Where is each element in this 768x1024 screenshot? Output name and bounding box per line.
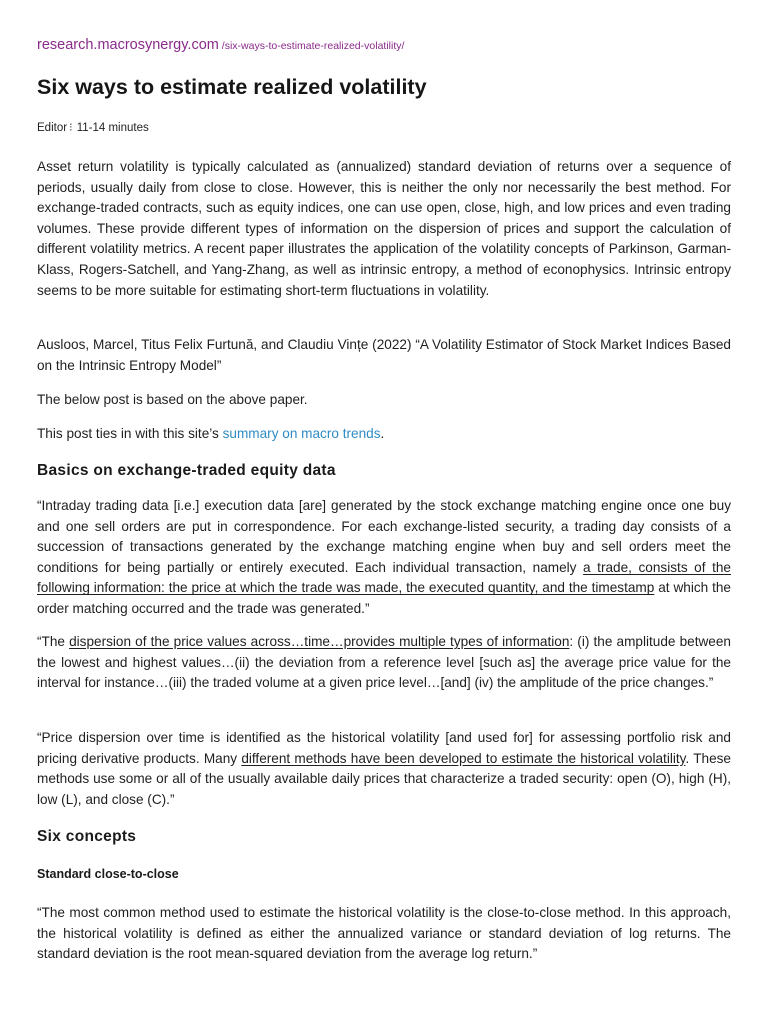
source-url[interactable] — [37, 36, 404, 54]
article-title: Six ways to estimate realized volatility — [37, 75, 427, 99]
ties-prefix: This post ties in with this site’s — [37, 426, 223, 441]
article-meta — [37, 120, 149, 134]
url-path[interactable]: /six-ways-to-estimate-realized-volatility/ — [218, 40, 405, 52]
quote-dispersion-underline: dispersion of the price values across…time…provides multiple types of information — [69, 634, 570, 649]
heading-six-concepts: Six concepts — [37, 828, 137, 845]
quote-intraday-underline: a trade, consists of the following information: the price at which the trade was made, the executed quantity, and the timestamp — [37, 559, 731, 596]
quote-dispersion — [37, 632, 731, 694]
quote-price-end: . These methods use some or all of the usually available daily prices that characterize a traded security: open (O), high (H), low (L), and close (C).” — [37, 750, 731, 807]
citation-paragraph: Ausloos, Marcel, Titus Felix Furtună, and Claudiu Vințe (2022) “A Volatility Estimator of Stock Market Indices Based on the Intrinsic Entropy Model” — [37, 337, 731, 373]
based-on-paragraph: The below post is based on the above paper. — [37, 392, 308, 407]
macro-trends-link[interactable]: summary on macro trends — [222, 426, 381, 441]
quote-dispersion-text: “The — [37, 634, 70, 649]
quote-price-text: “Price dispersion over time is identified as the historical volatility [and used for] for assessing portfolio risk and pricing derivative products. Many — [37, 730, 731, 766]
ties-suffix: . — [380, 426, 385, 441]
heading-basics: Basics on exchange-traded equity data — [37, 462, 336, 479]
meta-separator: ⁝ — [69, 122, 73, 134]
author: Editor — [37, 122, 68, 134]
quote-intraday-end: at which the order matching occurred and the trade was generated.” — [37, 580, 731, 616]
quote-price-underline: different methods have been developed to estimate the historical volatility — [241, 750, 686, 766]
subheading-close-to-close: Standard close-to-close — [37, 867, 179, 881]
ties-in-paragraph — [37, 424, 731, 445]
quote-dispersion-end: : (i) the amplitude between the lowest and highest values…(ii) the deviation from a reference level [such as] the average price value for the interval for instance…(iii) the traded volume at a given price level…[and] (iv) the amplitude of the price changes.” — [37, 634, 731, 691]
read-time: 11-14 minutes — [76, 122, 149, 134]
quote-price-dispersion — [37, 728, 731, 810]
quote-close-to-close: “The most common method used to estimate the historical volatility is the close-to-close method. In this approach, the historical volatility is defined as either the annualized variance or standard deviation of log returns. The standard deviation is the root mean-squared deviation from the average log return.” — [37, 905, 731, 962]
quote-intraday-text: “Intraday trading data [i.e.] execution data [are] generated by the stock exchange matching engine once one buy and one sell orders are put in correspondence. For each exchange-listed security, a trading day consists of a succession of transactions generated by the exchange matching engine when buy and sell orders meet the conditions for being partially or entirely executed. Each individual transaction, namely — [37, 498, 731, 575]
quote-intraday — [37, 496, 731, 620]
url-domain[interactable]: research.macrosynergy.com — [37, 37, 219, 53]
intro-paragraph: Asset return volatility is typically calculated as (annualized) standard deviation of returns over a sequence of periods, usually daily from close to close. However, this is neither the only nor necessarily the best method. For exchange-traded contracts, such as equity indices, one can use open, close, high, and low prices and even trading volumes. These provide different types of information on the dispersion of prices and support the calculation of different volatility metrics. A recent paper illustrates the application of the volatility concepts of Parkinson, Garman-Klass, Rogers-Satchell, and Yang-Zhang, as well as intrinsic entropy, a method of econophysics. Intrinsic entropy seems to be more suitable for estimating short-term fluctuations in volatility. — [37, 159, 731, 298]
